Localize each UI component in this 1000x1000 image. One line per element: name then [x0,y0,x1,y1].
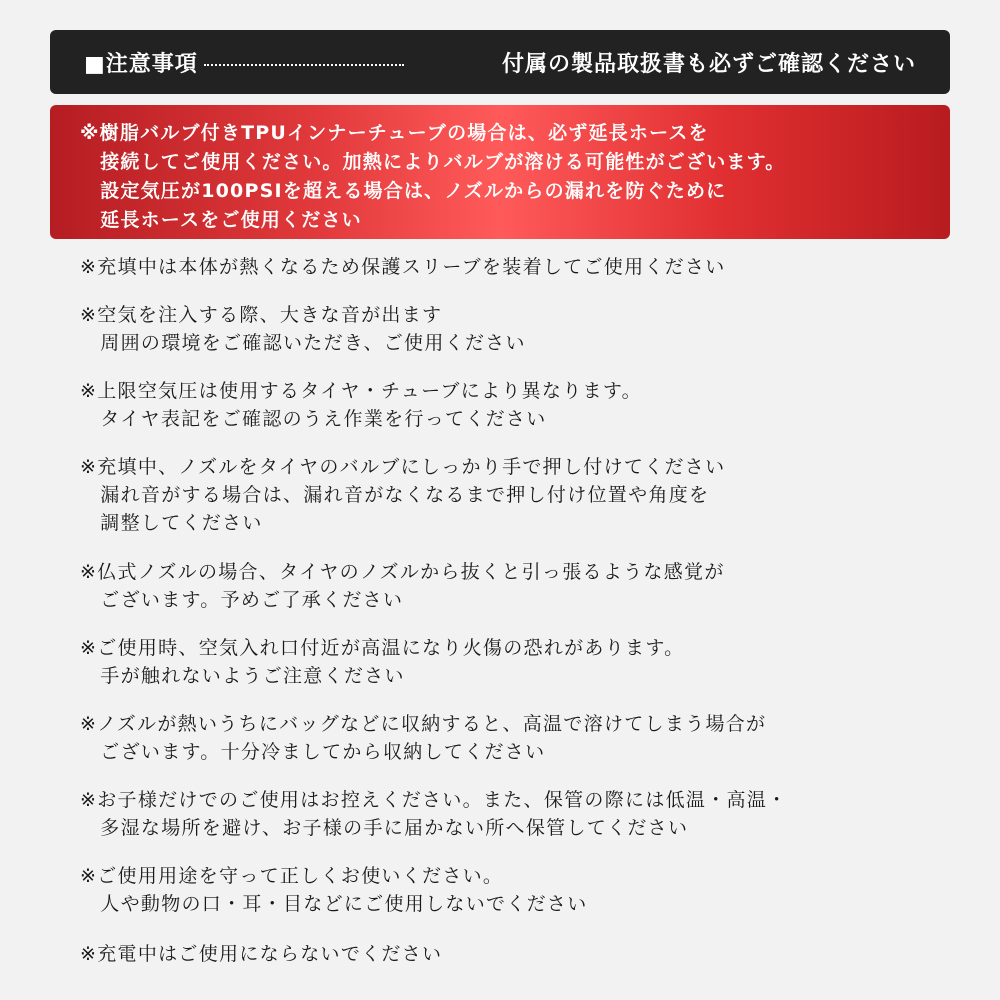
note-line: 周囲の環境をご確認いただき、ご使用ください [80,332,526,354]
note-press-nozzle [80,453,725,537]
warning-line: 接続してご使用ください。加熱によりバルブが溶ける可能性がございます。 [80,151,786,173]
note-protective-sleeve [80,253,726,281]
note-line: ※ご使用時、空気入れ口付近が高温になり火傷の恐れがあります。 [80,637,685,659]
note-line: ございます。予めご了承ください [80,589,404,611]
note-burn-risk [80,634,684,690]
note-line: ※上限空気圧は使用するタイヤ・チューブにより異なります。 [80,380,642,402]
note-line: 調整してください [80,512,263,534]
note-line: ※ご使用用途を守って正しくお使いください。 [80,865,504,887]
note-line: 多湿な場所を避け、お子様の手に届かない所へ保管してください [80,817,689,839]
note-line: ※空気を注入する際、大きな音が出ます [80,304,443,326]
note-line: ※充填中は本体が熱くなるため保護スリーブを装着してご使用ください [80,256,726,278]
warning-line: 延長ホースをご使用ください [80,209,362,231]
note-line: 漏れ音がする場合は、漏れ音がなくなるまで押し付け位置や角度を [80,484,710,506]
notice-header-bar [50,30,950,94]
note-charging [80,940,442,968]
note-max-pressure [80,377,642,433]
note-line: ※充電中はご使用にならないでください [80,943,443,965]
notice-subtitle: 付属の製品取扱書も必ずご確認ください [501,51,916,77]
notice-title: ■注意事項 [84,51,198,77]
note-loud-noise [80,301,526,357]
note-line: タイヤ表記をご確認のうえ作業を行ってください [80,408,547,430]
note-line: 手が触れないようご注意ください [80,665,405,687]
note-storage-heat [80,710,766,766]
note-presta-nozzle [80,558,725,614]
note-line: 人や動物の口・耳・目などにご使用しないでください [80,893,588,915]
dotted-leader-divider [204,64,404,66]
note-line: ※仏式ノズルの場合、タイヤのノズルから抜くと引っ張るような感覚が [80,561,725,583]
note-line: ※お子様だけでのご使用はお控えください。また、保管の際には低温・高温・ [80,789,788,811]
note-line: ございます。十分冷ましてから収納してください [80,741,546,763]
warning-box-tpu-tube [50,105,950,239]
note-proper-use [80,862,588,918]
note-children-storage [80,786,787,842]
note-line: ※ノズルが熱いうちにバッグなどに収納すると、高温で溶けてしまう場合が [80,713,767,735]
note-line: ※充填中、ノズルをタイヤのバルブにしっかり手で押し付けてください [80,456,726,478]
warning-line: 設定気圧が100PSIを超える場合は、ノズルからの漏れを防ぐために [80,180,727,202]
warning-line: ※樹脂バルブ付きTPUインナーチューブの場合は、必ず延長ホースを [80,122,709,144]
